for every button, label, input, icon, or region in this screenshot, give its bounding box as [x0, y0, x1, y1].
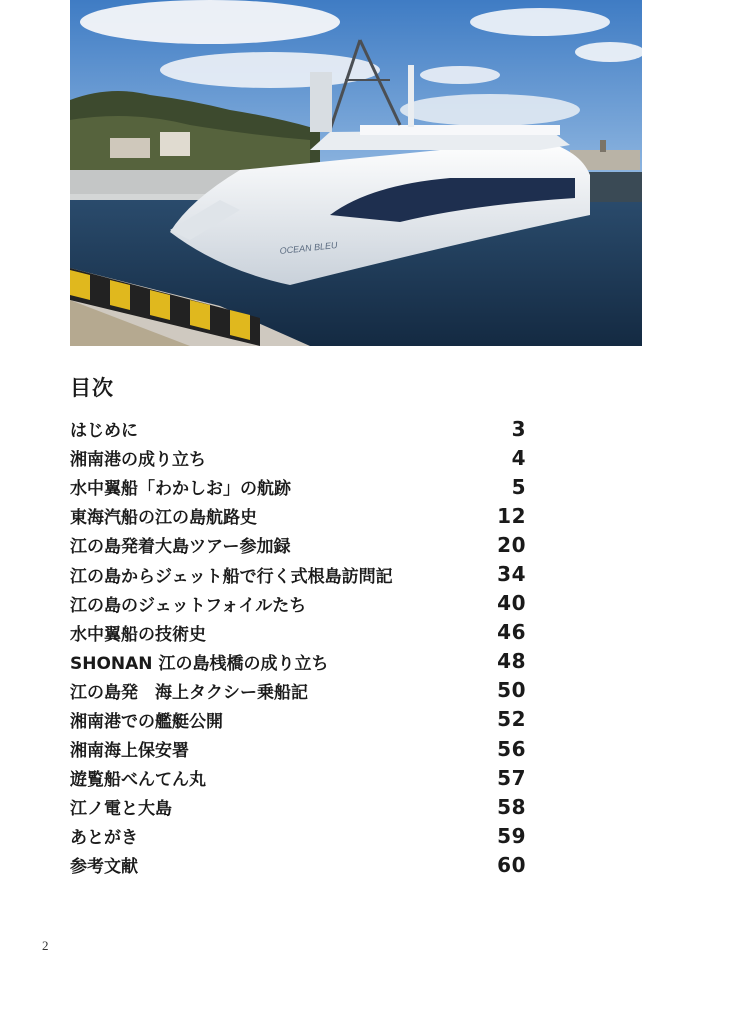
toc-item-page: 52: [497, 707, 526, 732]
toc-item-label: 湘南港での艦艇公開: [70, 711, 223, 732]
toc-item-label: 江の島のジェットフォイルたち: [70, 595, 307, 616]
page-number: 2: [42, 938, 49, 953]
toc-item-page: 3: [511, 416, 526, 441]
toc-item[interactable]: [70, 472, 526, 501]
toc-item[interactable]: [70, 414, 526, 443]
toc-item-label: SHONAN 江の島桟橋の成り立ち: [70, 653, 329, 674]
toc-item-page: 60: [497, 852, 526, 877]
toc-item[interactable]: [70, 792, 526, 821]
toc-item-page: 40: [497, 591, 526, 616]
toc-item-label: 江の島からジェット船で行く式根島訪問記: [70, 566, 393, 587]
toc-item-label: 水中翼船の技術史: [70, 624, 206, 645]
toc-item-label: 湘南海上保安署: [70, 741, 189, 762]
toc-item[interactable]: [70, 821, 526, 850]
toc-item-page: 57: [497, 765, 526, 790]
toc-item[interactable]: [70, 763, 526, 792]
toc-item-page: 56: [497, 736, 526, 761]
toc-item-page: 20: [497, 532, 526, 557]
toc-item[interactable]: [70, 734, 526, 763]
cover-photo: [70, 0, 642, 346]
toc-item-label: 江の島発着大島ツアー参加録: [70, 537, 291, 558]
toc-item-label: 湘南港の成り立ち: [70, 450, 206, 471]
toc-item[interactable]: [70, 559, 526, 588]
toc-item[interactable]: [70, 850, 526, 879]
toc-item-label: 水中翼船「わかしお」の航跡: [70, 479, 291, 500]
toc-item-page: 4: [511, 445, 526, 470]
toc-item-page: 50: [497, 678, 526, 703]
toc-item-label: 遊覧船べんてん丸: [70, 770, 206, 791]
toc-title: 目次: [70, 376, 114, 400]
toc-item-page: 48: [497, 649, 526, 674]
toc-item-page: 34: [497, 562, 526, 587]
toc-item-label: 江の島発 海上タクシー乗船記: [70, 682, 308, 703]
toc-item-page: 5: [511, 474, 526, 499]
toc-item-page: 59: [497, 823, 526, 848]
toc-list: [70, 414, 526, 880]
toc-item[interactable]: [70, 443, 526, 472]
toc-item-label: 東海汽船の江の島航路史: [70, 508, 257, 529]
toc-item[interactable]: [70, 501, 526, 530]
toc-item[interactable]: [70, 618, 526, 647]
toc-item-page: 58: [497, 794, 526, 819]
toc-item-page: 12: [497, 503, 526, 528]
toc-item[interactable]: [70, 676, 526, 705]
toc-item-page: 46: [497, 620, 526, 645]
toc-item[interactable]: [70, 530, 526, 559]
toc-item-label: 参考文献: [70, 857, 138, 878]
toc-item-label: 江ノ電と大島: [70, 799, 172, 820]
boat-name-text: OCEAN BLEU: [279, 239, 338, 256]
toc-item[interactable]: [70, 647, 526, 676]
toc-item[interactable]: [70, 705, 526, 734]
toc-item-label: あとがき: [70, 828, 138, 849]
toc-item[interactable]: [70, 589, 526, 618]
toc-item-label: はじめに: [70, 421, 138, 442]
